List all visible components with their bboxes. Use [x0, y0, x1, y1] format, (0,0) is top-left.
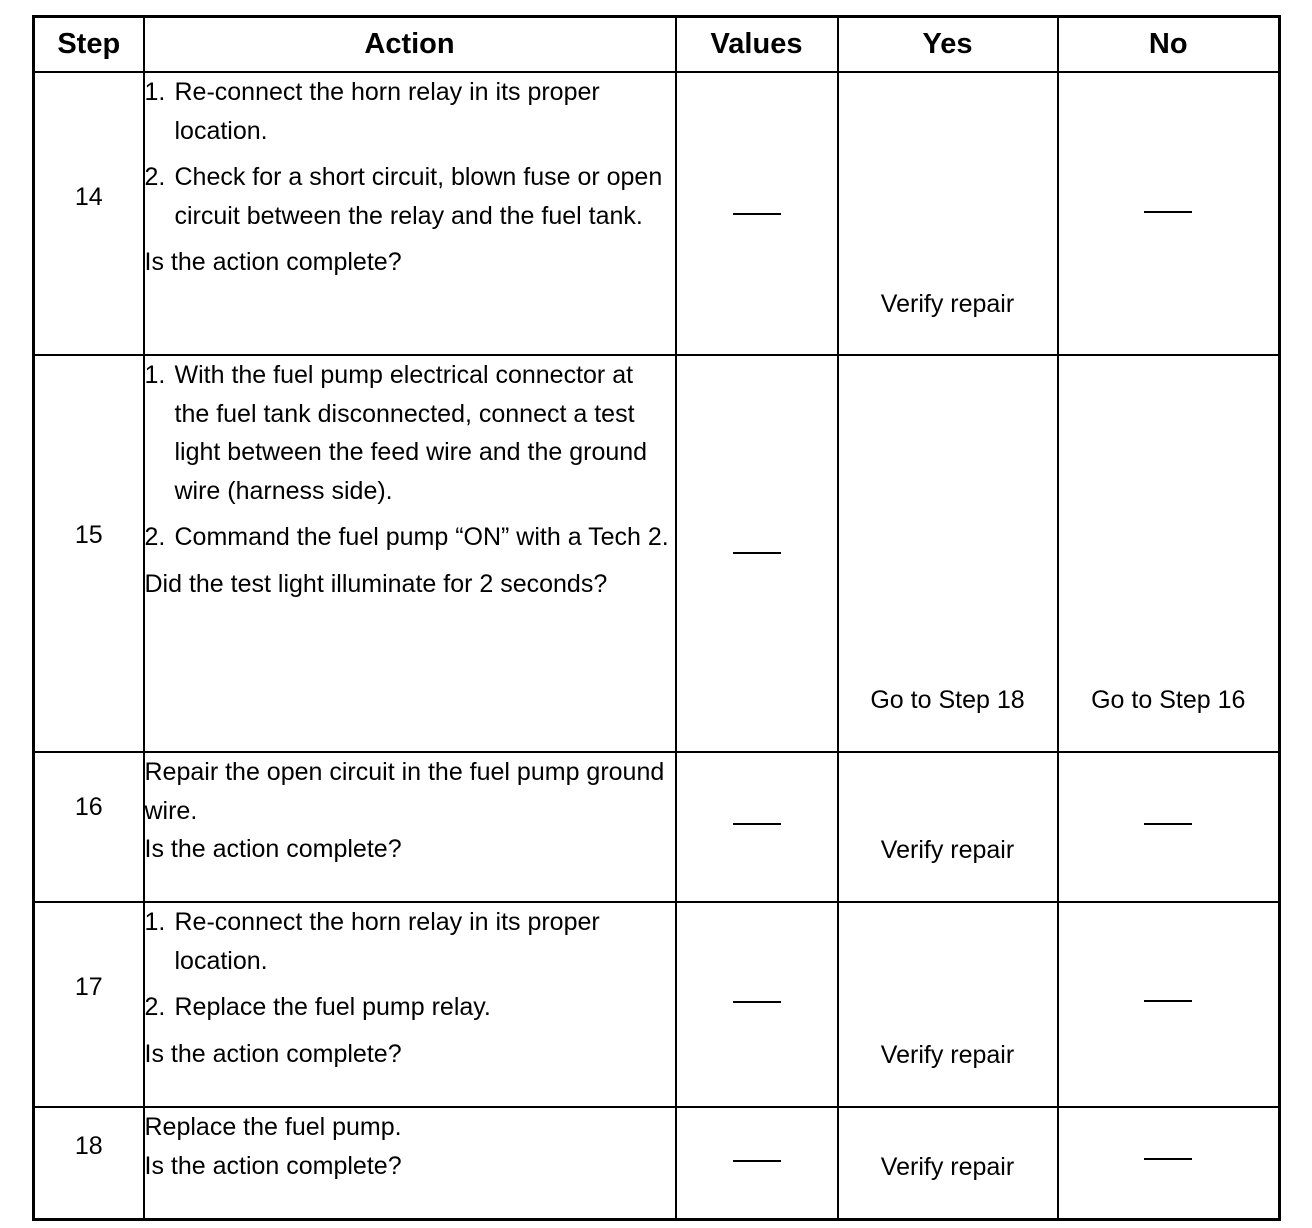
table-row	[34, 1107, 1280, 1219]
no-cell	[1058, 355, 1280, 752]
action-cell	[144, 902, 676, 1107]
no-cell	[1058, 1107, 1280, 1219]
yes-text: Go to Step 18	[870, 686, 1025, 714]
table-row	[34, 355, 1280, 752]
yes-text: Verify repair	[880, 1041, 1015, 1069]
action-cell	[144, 752, 676, 902]
action-item-text: Re-connect the horn relay in its proper location.	[174, 908, 600, 975]
no-cell	[1058, 902, 1280, 1107]
action-text: Repair the open circuit in the fuel pump ground wire.	[144, 758, 665, 825]
step-cell	[34, 752, 144, 902]
values-cell	[676, 355, 838, 752]
action-cell	[144, 355, 676, 752]
header-no: No	[1058, 17, 1280, 73]
header-action: Action	[144, 17, 676, 73]
yes-cell	[838, 752, 1058, 902]
action-question: Did the test light illuminate for 2 seconds?	[144, 569, 608, 598]
action-list	[145, 73, 675, 235]
no-cell	[1058, 72, 1280, 355]
yes-cell	[838, 902, 1058, 1107]
action-question: Is the action complete?	[144, 1039, 402, 1068]
step-number: 16	[74, 793, 103, 821]
action-item-text: Check for a short circuit, blown fuse or open circuit between the relay and the fuel tank.	[174, 163, 663, 230]
action-item-text: Re-connect the horn relay in its proper location.	[174, 78, 600, 145]
list-item: 2. Check for a short circuit, blown fuse or open circuit between the relay and the fuel tank.	[144, 163, 663, 230]
no-dash	[1144, 1000, 1192, 1002]
step-number: 14	[74, 183, 103, 211]
no-dash	[1144, 823, 1192, 825]
no-dash	[1144, 1158, 1192, 1160]
yes-cell	[838, 1107, 1058, 1219]
values-cell	[676, 752, 838, 902]
values-cell	[676, 1107, 838, 1219]
step-number: 17	[74, 973, 103, 1001]
diagnostic-procedure-table	[32, 15, 1281, 1221]
values-dash	[733, 213, 781, 215]
values-cell	[676, 72, 838, 355]
list-item: 2. Command the fuel pump “ON” with a Tech 2.	[144, 523, 669, 551]
table-row	[34, 902, 1280, 1107]
header-values: Values	[676, 17, 838, 73]
yes-text: Verify repair	[880, 836, 1015, 864]
header-yes: Yes	[838, 17, 1058, 73]
action-item-text: Replace the fuel pump relay.	[174, 993, 491, 1021]
yes-text: Verify repair	[880, 1153, 1015, 1181]
list-item: 1. Re-connect the horn relay in its proper location.	[144, 908, 600, 975]
action-item-text: Command the fuel pump “ON” with a Tech 2.	[174, 523, 669, 551]
step-cell	[34, 72, 144, 355]
values-dash	[733, 552, 781, 554]
list-item: 1. Re-connect the horn relay in its proper location.	[144, 78, 600, 145]
action-question: Is the action complete?	[144, 1151, 402, 1180]
action-text: Replace the fuel pump.	[144, 1113, 402, 1141]
no-cell	[1058, 752, 1280, 902]
action-item-text: With the fuel pump electrical connector at the fuel tank disconnected, connect a test light between the feed wire and the ground wire (harness side).	[174, 361, 648, 505]
values-dash	[733, 1160, 781, 1162]
no-dash	[1144, 211, 1192, 213]
step-cell	[34, 355, 144, 752]
action-list	[145, 903, 675, 1027]
action-question: Is the action complete?	[144, 248, 402, 276]
values-dash	[733, 1001, 781, 1003]
action-cell	[144, 72, 676, 355]
values-dash	[733, 823, 781, 825]
yes-cell	[838, 72, 1058, 355]
step-number: 18	[74, 1132, 103, 1160]
header-step: Step	[34, 17, 144, 73]
no-text: Go to Step 16	[1091, 686, 1246, 714]
yes-text: Verify repair	[880, 290, 1015, 318]
action-question: Is the action complete?	[144, 835, 402, 863]
step-cell	[34, 902, 144, 1107]
list-item: 2. Replace the fuel pump relay.	[144, 993, 491, 1021]
step-cell	[34, 1107, 144, 1219]
list-item: 1. With the fuel pump electrical connector at the fuel tank disconnected, connect a test light between the feed wire and the ground wire (harness side).	[144, 361, 648, 505]
action-cell	[144, 1107, 676, 1219]
table-row	[34, 72, 1280, 355]
table-row	[34, 752, 1280, 902]
header-row	[34, 17, 1280, 73]
yes-cell	[838, 355, 1058, 752]
values-cell	[676, 902, 838, 1107]
action-list	[145, 356, 675, 557]
step-number: 15	[74, 521, 103, 549]
